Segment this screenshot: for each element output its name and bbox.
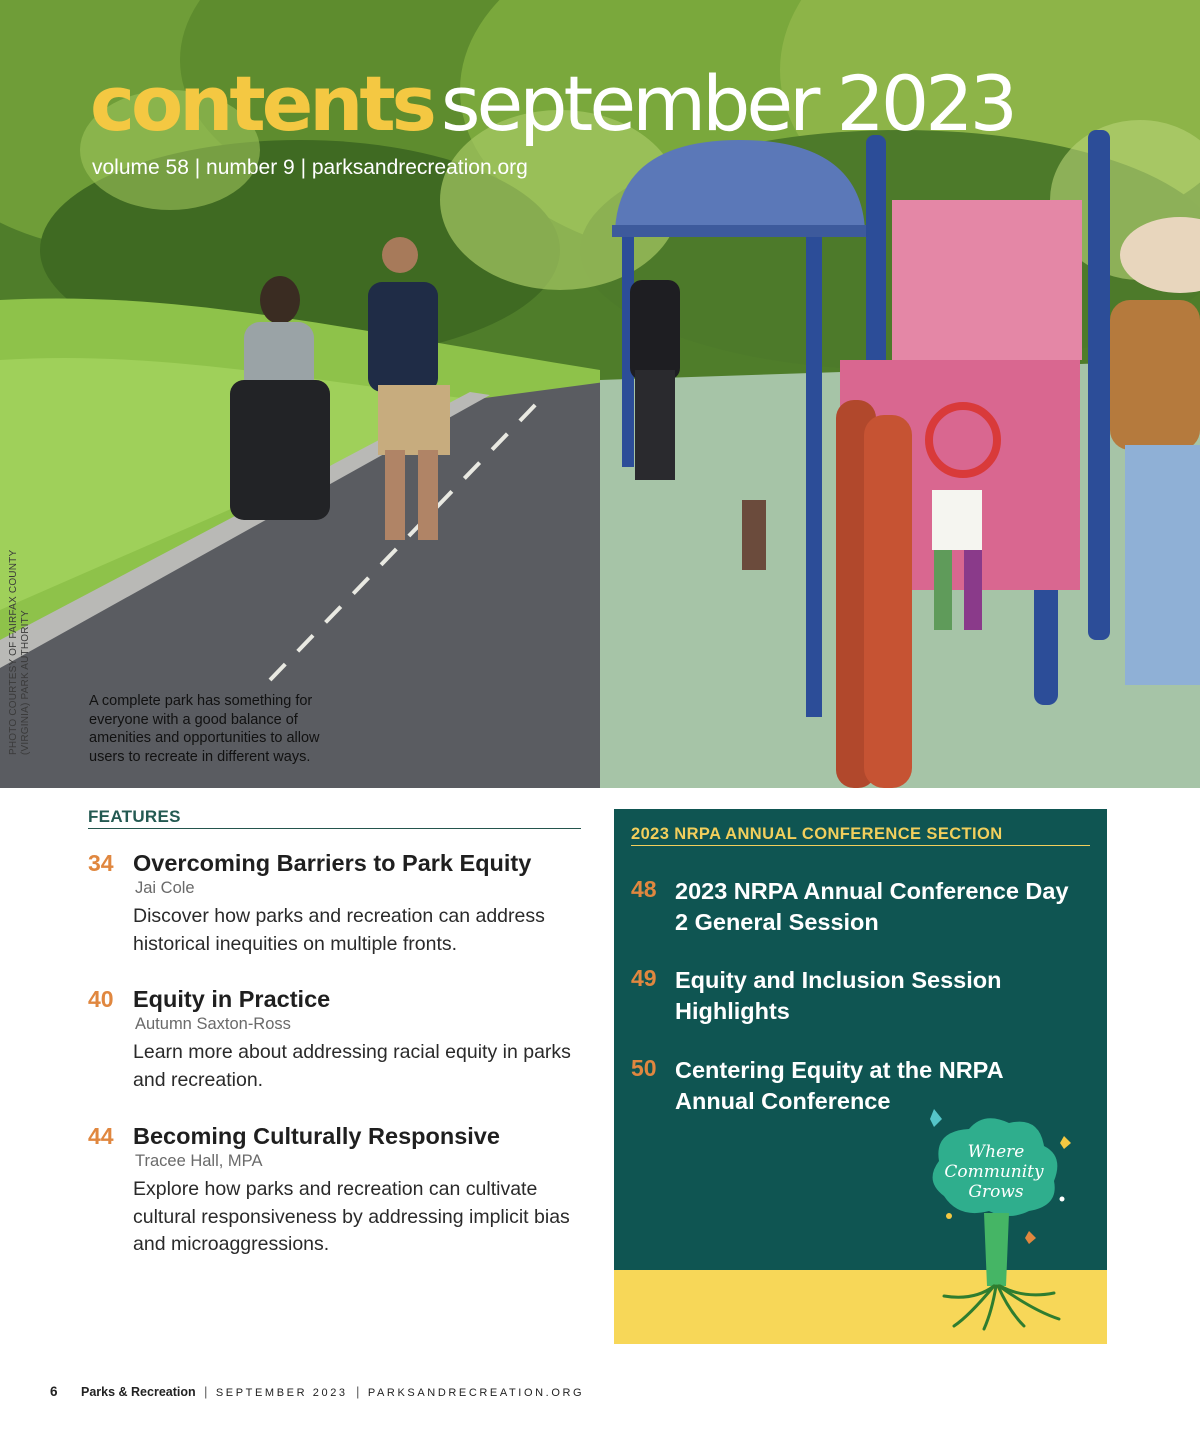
footer-url[interactable]: PARKSANDRECREATION.ORG: [367, 1387, 585, 1399]
logo-word: Where: [967, 1142, 1025, 1162]
conference-title[interactable]: Centering Equity at the NRPA Annual Conference: [675, 1057, 1003, 1114]
feature-page-number: 34: [88, 850, 114, 876]
where-community-grows-tree-logo: [914, 1101, 1084, 1336]
feature-description: Explore how parks and recreation can cultivate cultural responsiveness by addressing implicit bias and microaggressions.: [133, 1178, 570, 1255]
feature-author: Autumn Saxton-Ross: [135, 1015, 291, 1033]
issue-date-wordmark: september 2023: [440, 59, 1014, 148]
butterfly-icon: [1025, 1231, 1036, 1244]
feature-author: Jai Cole: [135, 879, 195, 897]
logo-word: Community: [944, 1162, 1044, 1182]
feature-page-number: 40: [88, 986, 114, 1012]
conference-page-number: 49: [631, 965, 657, 991]
conference-heading: 2023 NRPA ANNUAL CONFERENCE SECTION: [631, 825, 1090, 846]
photo-credit-line: (VIRGINIA) PARK AUTHORITY: [20, 610, 31, 755]
footer-separator: |: [356, 1385, 360, 1399]
photo-caption: A complete park has something for everyone with a good balance of amenities and opportunities to allow users to recreate in different ways.: [89, 693, 320, 765]
feature-title[interactable]: Equity in Practice: [133, 986, 331, 1012]
feature-title[interactable]: Overcoming Barriers to Park Equity: [133, 850, 532, 876]
footer-date: SEPTEMBER 2023: [215, 1387, 348, 1399]
conference-title[interactable]: 2023 NRPA Annual Conference Day 2 General Session: [675, 878, 1069, 935]
conference-page-number: 50: [631, 1055, 657, 1081]
masthead: [90, 59, 1014, 148]
feature-description: Learn more about addressing racial equity in parks and recreation.: [133, 1041, 571, 1091]
conference-page-number: 48: [631, 876, 657, 902]
feature-author: Tracee Hall, MPA: [135, 1152, 263, 1170]
feature-title[interactable]: Becoming Culturally Responsive: [133, 1123, 500, 1149]
bee-icon: [1060, 1197, 1065, 1202]
butterfly-icon: [1060, 1136, 1071, 1149]
magazine-name: Parks & Recreation: [81, 1385, 196, 1399]
features-heading: FEATURES: [88, 807, 581, 829]
photo-credit-line: PHOTO COURTESY OF FAIRFAX COUNTY: [8, 549, 19, 755]
page-number: 6: [50, 1384, 58, 1399]
logo-word: Grows: [968, 1182, 1024, 1202]
issue-info: volume 58 | number 9 | parksandrecreation.org: [92, 156, 528, 179]
feature-page-number: 44: [88, 1123, 114, 1149]
footer-separator: |: [204, 1385, 208, 1399]
page-footer: [50, 1384, 584, 1399]
feature-description: Discover how parks and recreation can address historical inequities on multiple fronts.: [133, 905, 545, 955]
conference-section-box: [614, 809, 1107, 1344]
conference-title[interactable]: Equity and Inclusion Session Highlights: [675, 967, 1002, 1024]
butterfly-icon: [930, 1109, 942, 1127]
photo-credit: [8, 550, 32, 755]
contents-wordmark: contents: [90, 59, 433, 148]
bee-icon: [946, 1213, 952, 1219]
